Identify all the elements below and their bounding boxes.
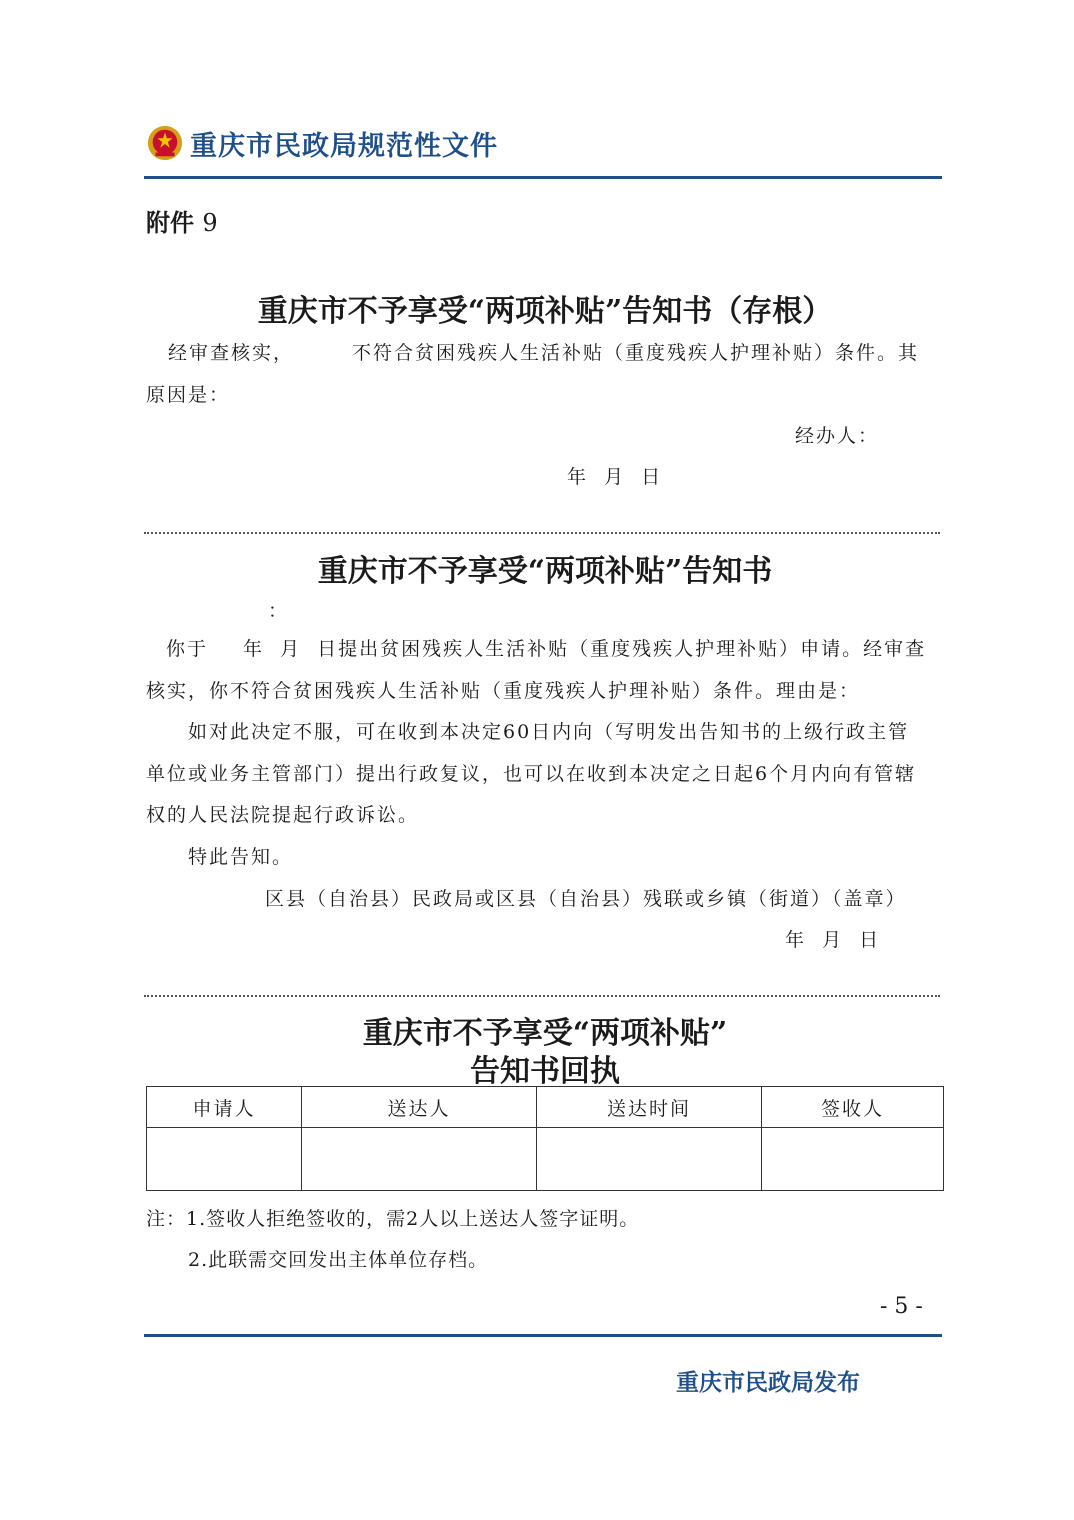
receipt-blank-row xyxy=(147,1128,944,1191)
stub-title: 重庆市不予享受“两项补贴”告知书（存根） xyxy=(257,294,833,329)
attachment-word: 附件 xyxy=(146,209,194,237)
col-delivery-time: 送达时间 xyxy=(537,1087,762,1128)
stub-line1-a: 经审查核实， xyxy=(168,342,295,364)
receipt-table xyxy=(146,1086,944,1191)
cut-line-1 xyxy=(144,532,940,534)
notice-p2-b: 单位或业务主管部门）提出行政复议，也可以在收到本决定之日起6个月内向有管辖 xyxy=(146,763,917,785)
stub-handler: 经办人： xyxy=(795,425,880,447)
footer-rule xyxy=(144,1334,942,1337)
stub-line1-b: 不符合贫困残疾人生活补贴（重度残疾人护理补贴）条件。其 xyxy=(352,342,920,364)
stub-line2: 原因是： xyxy=(146,384,231,406)
notice-p1-a: 你于 xyxy=(166,638,209,660)
notice-p1-b: 年 月 日提出贫困残疾人生活补贴（重度残疾人护理补贴）申请。经审查 xyxy=(243,638,927,660)
receipt-note-1: 注：1.签收人拒绝签收的，需2人以上送达人签字证明。 xyxy=(146,1208,640,1230)
col-deliverer: 送达人 xyxy=(302,1087,537,1128)
cut-line-2 xyxy=(144,995,940,997)
cell-recipient xyxy=(762,1128,944,1191)
page-number: - 5 - xyxy=(880,1294,923,1319)
stub-date: 年 月 日 xyxy=(567,466,663,488)
notice-issuer: 区县（自治县）民政局或区县（自治县）残联或乡镇（街道）（盖章） xyxy=(265,888,907,910)
notice-date: 年 月 日 xyxy=(785,929,881,951)
header-title: 重庆市民政局规范性文件 xyxy=(190,131,498,162)
col-recipient: 签收人 xyxy=(762,1087,944,1128)
notice-p1-c: 核实，你不符合贫困残疾人生活补贴（重度残疾人护理补贴）条件。理由是： xyxy=(146,680,861,702)
footer-publisher: 重庆市民政局发布 xyxy=(676,1370,860,1396)
cell-applicant xyxy=(147,1128,302,1191)
notice-addressee: ： xyxy=(268,600,290,622)
notice-title: 重庆市不予享受“两项补贴”告知书 xyxy=(317,554,773,589)
cell-delivery-time xyxy=(537,1128,762,1191)
notice-p3: 特此告知。 xyxy=(188,846,294,868)
header-rule xyxy=(144,176,942,179)
receipt-note-2: 2.此联需交回发出主体单位存档。 xyxy=(188,1249,489,1271)
receipt-title-line1: 重庆市不予享受“两项补贴” xyxy=(362,1016,728,1051)
attachment-number: 9 xyxy=(202,209,218,237)
col-applicant: 申请人 xyxy=(147,1087,302,1128)
notice-p2-a: 如对此决定不服，可在收到本决定60日内向（写明发出告知书的上级行政主管 xyxy=(188,721,910,743)
national-emblem-icon xyxy=(146,124,184,162)
notice-p2-c: 权的人民法院提起行政诉讼。 xyxy=(146,804,420,826)
cell-deliverer xyxy=(302,1128,537,1191)
receipt-header-row xyxy=(147,1087,944,1128)
receipt-title-line2: 告知书回执 xyxy=(470,1054,620,1089)
attachment-label xyxy=(146,203,218,238)
